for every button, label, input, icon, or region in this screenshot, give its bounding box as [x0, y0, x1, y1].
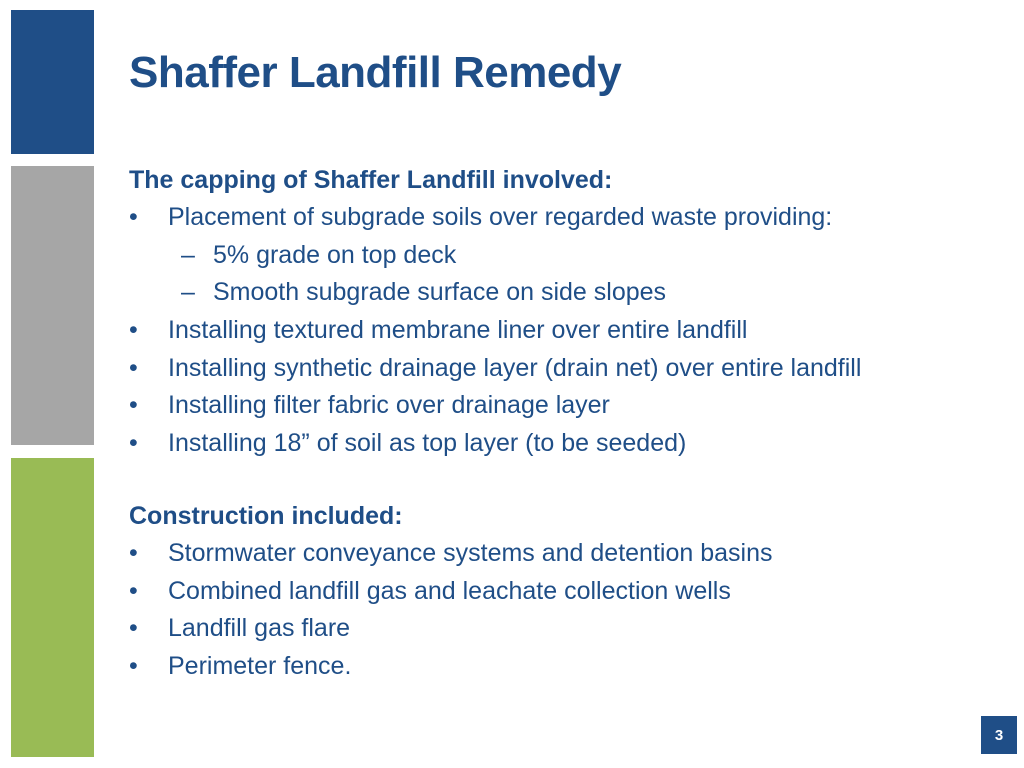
bullet-marker: •: [129, 651, 138, 680]
list-item-text: Landfill gas flare: [168, 614, 351, 643]
list-item-text: Stormwater conveyance systems and detention basins: [168, 538, 773, 567]
bullet-marker: •: [129, 429, 138, 458]
list-item: [129, 648, 999, 686]
section-spacer: [129, 463, 999, 498]
list-item: [129, 425, 999, 463]
bullet-marker: •: [129, 391, 138, 420]
list-item-text: Combined landfill gas and leachate collection wells: [168, 576, 731, 605]
list-item: [129, 535, 999, 573]
section-heading-capping: The capping of Shaffer Landfill involved:: [129, 166, 613, 194]
decorative-bar-blue: [11, 10, 94, 154]
list-item-text: Installing synthetic drainage layer (drain net) over entire landfill: [168, 353, 862, 382]
decorative-bar-green: [11, 458, 94, 757]
list-item: [129, 350, 999, 388]
sub-list-item-text: 5% grade on top deck: [213, 240, 457, 269]
list-item-text: Installing textured membrane liner over entire landfill: [168, 316, 748, 345]
list-item: [129, 610, 999, 648]
bullet-marker: •: [129, 538, 138, 567]
sub-list-item: [129, 274, 999, 312]
bullet-marker: •: [129, 316, 138, 345]
list-item-text: Installing filter fabric over drainage layer: [168, 391, 610, 420]
list-item: [129, 199, 999, 237]
slide-content: [129, 162, 999, 686]
bullet-marker: •: [129, 614, 138, 643]
list-item-text: Installing 18” of soil as top layer (to be seeded): [168, 429, 687, 458]
list-item: [129, 387, 999, 425]
slide-title: Shaffer Landfill Remedy: [129, 48, 622, 97]
bullet-marker: •: [129, 203, 138, 231]
decorative-bar-gray: [11, 166, 94, 445]
bullet-marker: •: [129, 576, 138, 605]
section-heading-construction: Construction included:: [129, 501, 403, 530]
list-item: [129, 573, 999, 611]
page-number-badge: 3: [981, 716, 1017, 754]
bullet-marker: •: [129, 353, 138, 382]
sub-list-item-text: Smooth subgrade surface on side slopes: [213, 278, 667, 307]
sub-bullet-marker: –: [181, 278, 195, 307]
list-item-text: Perimeter fence.: [168, 651, 352, 680]
list-item-text: Placement of subgrade soils over regarded waste providing:: [168, 203, 833, 231]
sub-bullet-marker: –: [181, 240, 195, 269]
list-item: [129, 312, 999, 350]
sub-list-item: [129, 237, 999, 275]
